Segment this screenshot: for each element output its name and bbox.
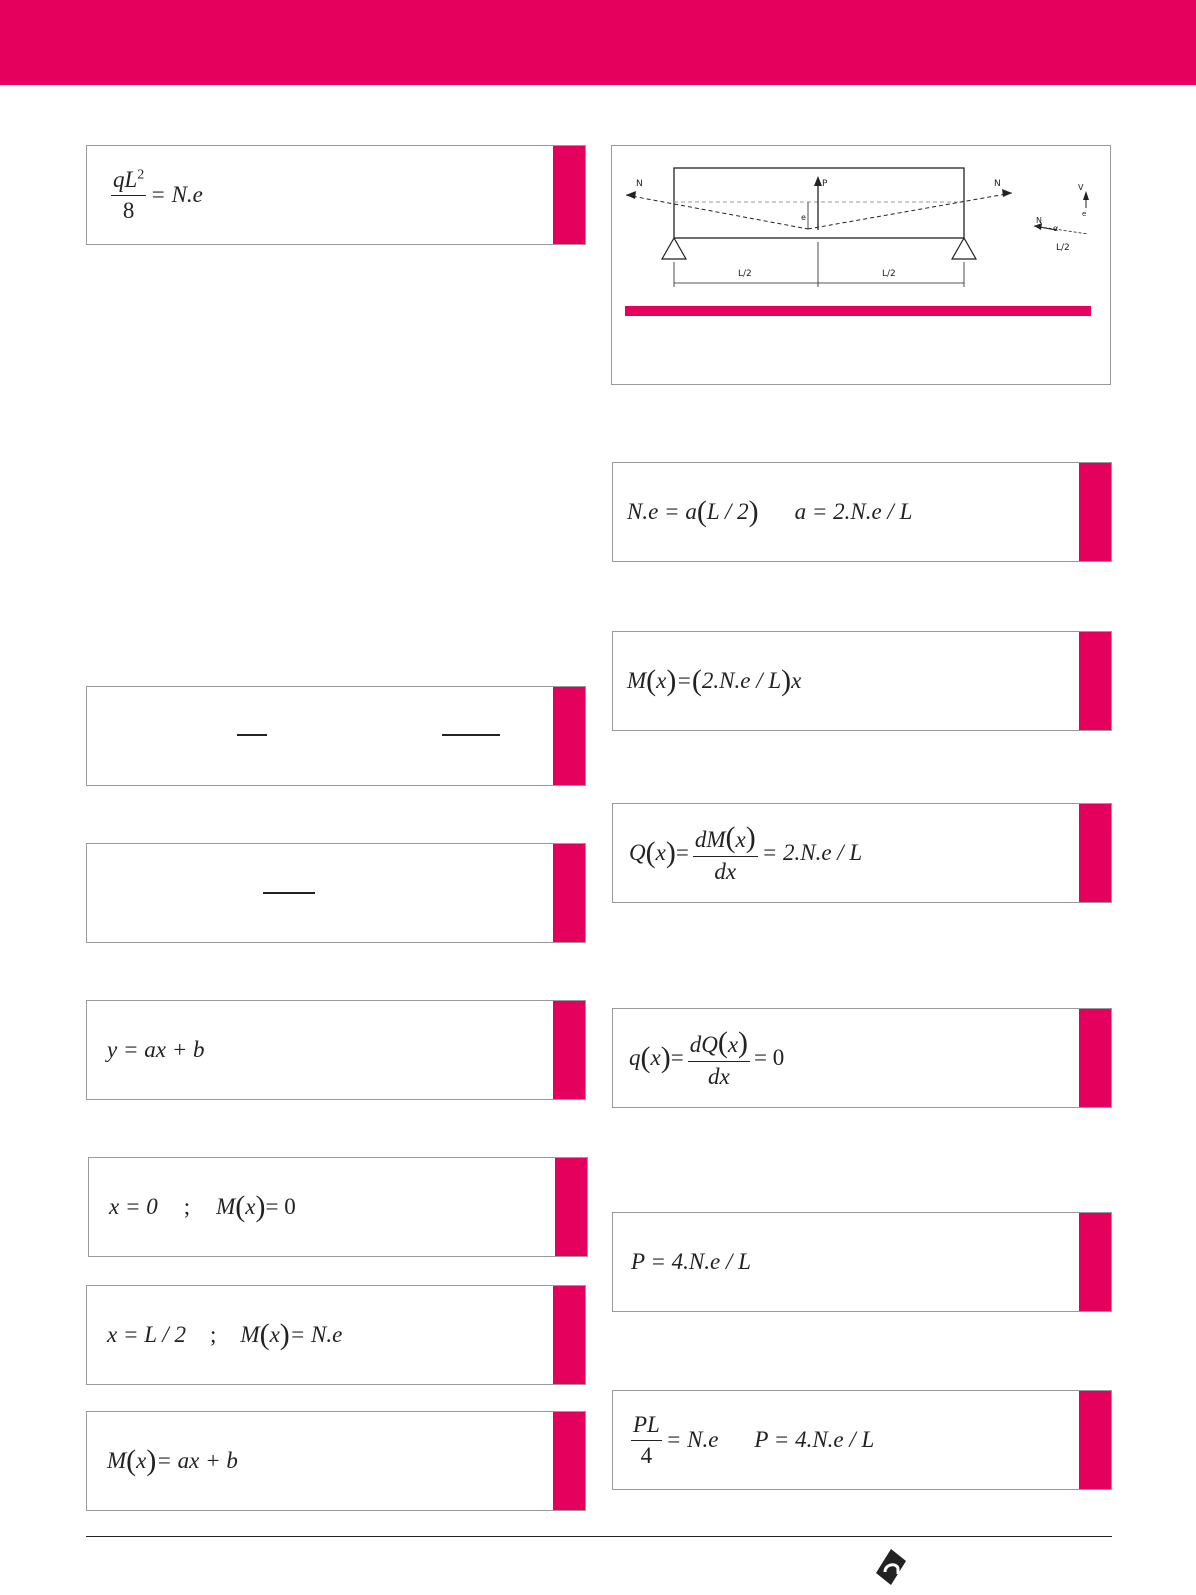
q-numerator-arg: x [735, 827, 746, 853]
fraction-line [263, 892, 315, 894]
label-e: e [801, 213, 806, 222]
label-e-small: e [1082, 210, 1087, 218]
pl-denominator: 4 [640, 1442, 653, 1468]
equals: = [676, 668, 692, 693]
label-l-half-1: L/2 [738, 269, 752, 279]
label-l-half-small: L/2 [1056, 243, 1070, 253]
arrow-left-icon [626, 191, 636, 199]
label-n-small: N [1036, 216, 1042, 225]
cable-right [808, 193, 1012, 229]
m-function: M [107, 1448, 127, 1473]
x0-condition: x = 0 [109, 1194, 158, 1219]
box-tab [1079, 1009, 1111, 1107]
label-p: P [822, 179, 828, 189]
formula-qx: q ( x ) = $\frac{dQ(x)}{dx}$ = 0 [629, 1026, 785, 1090]
q-rhs: = 2.N.e / L [761, 840, 863, 865]
formula-x0: x = 0 ; M ( x ) = 0 [109, 1190, 296, 1223]
formula-ql2 [107, 146, 203, 244]
x0-result: = 0 [265, 1194, 296, 1219]
support-right-icon [952, 238, 976, 259]
label-alpha: α [1053, 224, 1059, 233]
a-inner: L / 2 [706, 499, 749, 524]
formula-box-empty-2 [86, 843, 586, 943]
box-tab [1079, 632, 1111, 730]
figure-caption-bar [625, 306, 1091, 316]
box-tab [553, 844, 585, 942]
formula-box-y [86, 1000, 586, 1100]
header-bar [0, 0, 1196, 85]
cable-left [626, 195, 808, 229]
formula-y-ax-b: y = ax + b [107, 1037, 205, 1062]
fraction-line [442, 734, 500, 736]
formula-box-p [612, 1212, 1112, 1312]
m-argument: x [245, 1194, 256, 1219]
m-argument: x [656, 668, 667, 693]
m-coefficient: 2.N.e / L [701, 668, 782, 693]
mx-rhs: = ax + b [156, 1448, 238, 1473]
formula-box-pl [612, 1390, 1112, 1490]
q-numerator: dM [694, 827, 726, 853]
formula-a: N.e = a ( L / 2 ) a = 2.N.e / L [627, 495, 913, 528]
box-tab [555, 1158, 587, 1256]
support-left-icon [662, 238, 686, 259]
a-lhs: N.e = a [627, 499, 697, 524]
formula-box-m [612, 631, 1112, 731]
qx-denominator: dx [708, 1064, 730, 1090]
qx-numerator-arg: x [727, 1032, 739, 1058]
formula-box-empty-1 [86, 686, 586, 786]
pl-rhs: P = 4.N.e / L [754, 1427, 875, 1452]
fraction-line [237, 734, 267, 736]
formula-box-mx [86, 1411, 586, 1511]
beam-diagram-svg [612, 146, 1110, 296]
arrow-up-icon [814, 176, 822, 186]
xl2-result: = N.e [289, 1322, 343, 1347]
m-function: M [240, 1322, 260, 1347]
q-argument: x [655, 840, 666, 865]
separator: ; [183, 1194, 191, 1219]
formula-box-qx [612, 1008, 1112, 1108]
footer-rule [86, 1536, 1112, 1537]
formula-box-x0 [88, 1157, 588, 1257]
q-load-function: q [629, 1045, 641, 1070]
box-tab [1079, 1213, 1111, 1311]
box-tab [553, 146, 585, 244]
xl2-condition: x = L / 2 [107, 1322, 186, 1347]
m-function: M [216, 1194, 236, 1219]
label-n-left: N [636, 179, 643, 189]
formula-box-a [612, 462, 1112, 562]
ql2-exponent: 2 [137, 167, 145, 183]
q-function: Q [629, 840, 646, 865]
label-l-half-2: L/2 [882, 269, 896, 279]
box-tab [1079, 463, 1111, 561]
qx-numerator: dQ [689, 1032, 718, 1058]
beam-diagram [611, 145, 1111, 385]
label-n-right: N [994, 179, 1001, 189]
q-load-argument: x [650, 1045, 661, 1070]
pl-mid: = N.e [665, 1427, 719, 1452]
box-tab [553, 687, 585, 785]
label-v: V [1078, 183, 1084, 192]
ql2-rhs: = N.e [150, 182, 203, 207]
ql2-denominator: 8 [122, 197, 135, 223]
m-argument: x [136, 1448, 147, 1473]
box-tab [553, 1412, 585, 1510]
pl-numerator: PL [631, 1412, 662, 1440]
box-tab [553, 1001, 585, 1099]
a-rhs: a = 2.N.e / L [794, 499, 913, 524]
formula-q: Q ( x ) = $\frac{dM(x)}{dx}$ = 2.N.e / L [629, 821, 863, 885]
m-argument: x [269, 1322, 280, 1347]
box-tab [1079, 804, 1111, 902]
publisher-logo-icon [874, 1547, 908, 1587]
box-tab [553, 1286, 585, 1384]
formula-p: P = 4.N.e / L [631, 1249, 751, 1274]
formula-xl2: x = L / 2 ; M ( x ) = N.e [107, 1318, 343, 1351]
formula-pl [631, 1391, 874, 1489]
formula-box-xl2 [86, 1285, 586, 1385]
formula-m: M ( x ) = ( 2.N.e / L ) x [627, 664, 802, 697]
qx-rhs: = 0 [754, 1045, 785, 1070]
arrow-right-icon [1002, 189, 1012, 197]
formula-mx: M ( x ) = ax + b [107, 1444, 238, 1477]
formula-box-q [612, 803, 1112, 903]
box-tab [1079, 1391, 1111, 1489]
formula-box-ql2 [86, 145, 586, 245]
m-function: M [627, 668, 647, 693]
ql2-numerator: qL [113, 167, 138, 193]
arrow-up-small-icon [1083, 191, 1089, 200]
m-variable: x [791, 668, 802, 693]
separator: ; [210, 1322, 217, 1347]
q-denominator: dx [714, 859, 737, 885]
